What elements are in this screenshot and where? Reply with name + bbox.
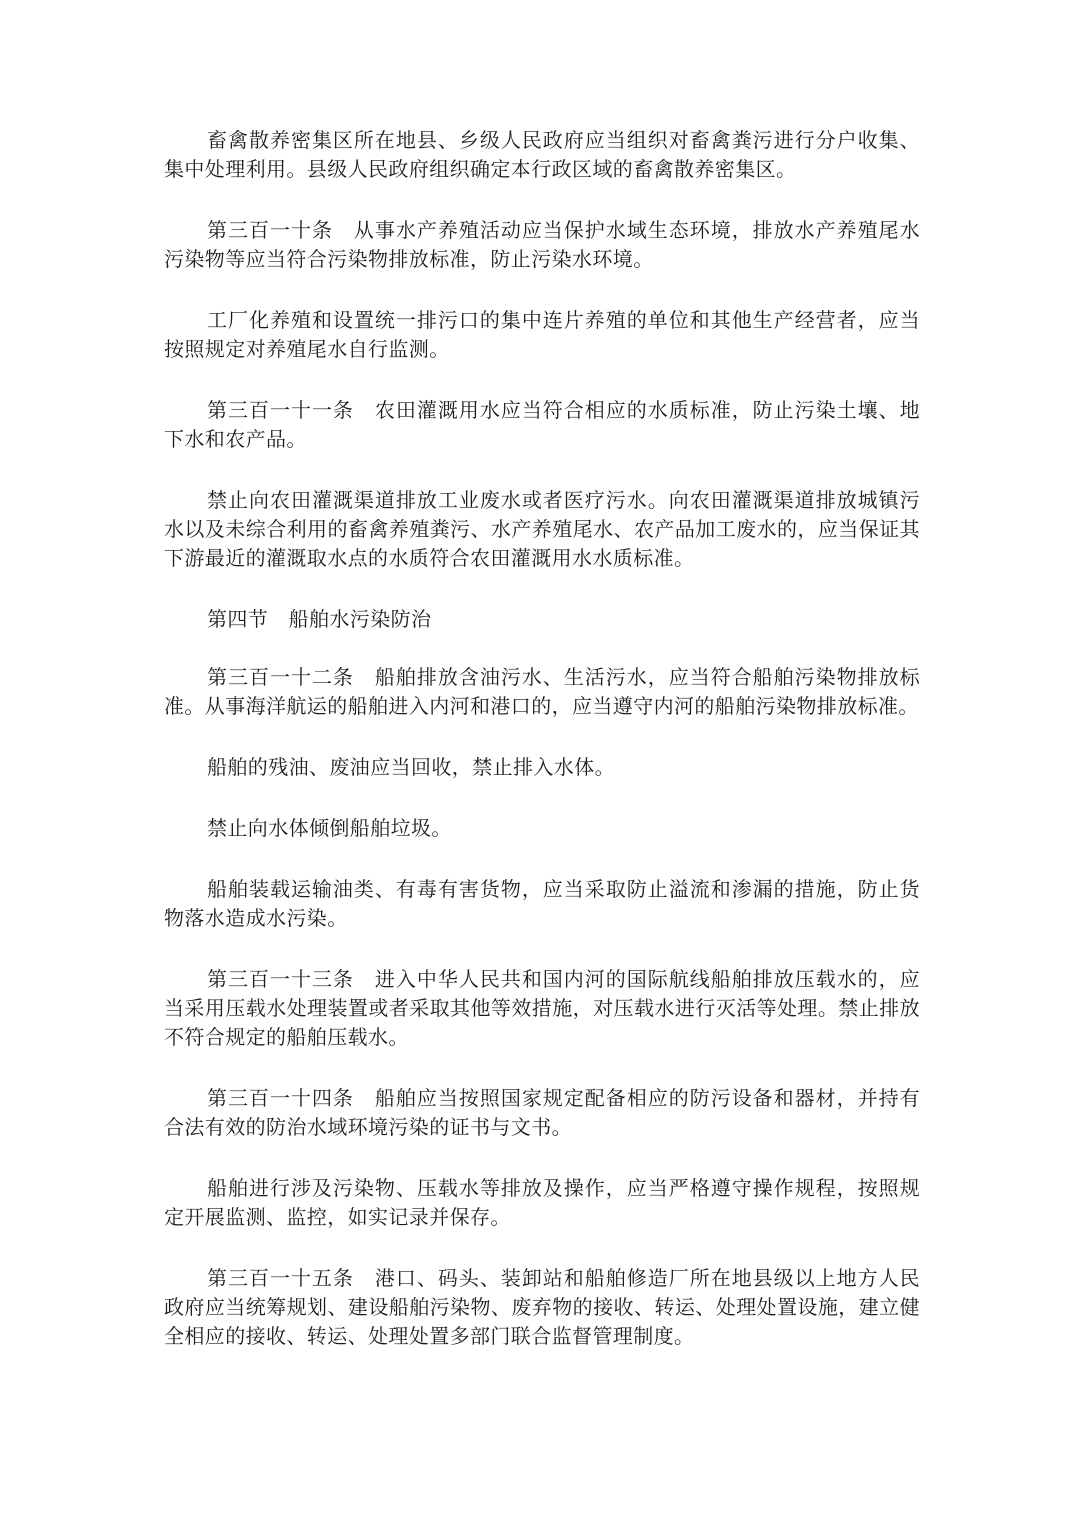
article-312: 第三百一十二条 船舶排放含油污水、生活污水，应当符合船舶污染物排放标准。从事海洋航运的船舶进入内河和港口的，应当遵守内河的船舶污染物排放标准。: [164, 665, 920, 718]
paragraph-discharge-operations: 船舶进行涉及污染物、压载水等排放及操作，应当严格遵守操作规程，按照规定开展监测、监控，如实记录并保存。: [164, 1176, 920, 1229]
article-315: 第三百一十五条 港口、码头、装卸站和船舶修造厂所在地县级以上地方人民政府应当统筹规划、建设船舶污染物、废弃物的接收、转运、处理处置设施，建立健全相应的接收、转运、处理处置多部门联合监督管理制度。: [164, 1266, 920, 1348]
section-heading-ship-pollution: 第四节 船舶水污染防治: [207, 607, 432, 631]
paragraph-hazardous-cargo: 船舶装载运输油类、有毒有害货物，应当采取防止溢流和渗漏的措施，防止货物落水造成水污染。: [164, 877, 920, 930]
paragraph-ship-garbage: 禁止向水体倾倒船舶垃圾。: [207, 816, 452, 840]
article-314: 第三百一十四条 船舶应当按照国家规定配备相应的防污设备和器材，并持有合法有效的防治水域环境污染的证书与文书。: [164, 1086, 920, 1139]
article-313: 第三百一十三条 进入中华人民共和国内河的国际航线船舶排放压载水的，应当采用压载水处理装置或者采取其他等效措施，对压载水进行灭活等处理。禁止排放不符合规定的船舶压载水。: [164, 967, 920, 1049]
paragraph-irrigation-ban: 禁止向农田灌溉渠道排放工业废水或者医疗污水。向农田灌溉渠道排放城镇污水以及未综合利用的畜禽养殖粪污、水产养殖尾水、农产品加工废水的，应当保证其下游最近的灌溉取水点的水质符合农田灌溉用水水质标准。: [164, 488, 920, 570]
document-body: [164, 126, 920, 1383]
paragraph-waste-oil: 船舶的残油、废油应当回收，禁止排入水体。: [207, 755, 615, 779]
paragraph-livestock-collection: 畜禽散养密集区所在地县、乡级人民政府应当组织对畜禽粪污进行分户收集、集中处理利用。县级人民政府组织确定本行政区域的畜禽散养密集区。: [164, 128, 920, 181]
paragraph-factory-aquaculture: 工厂化养殖和设置统一排污口的集中连片养殖的单位和其他生产经营者，应当按照规定对养殖尾水自行监测。: [164, 308, 920, 361]
article-311: 第三百一十一条 农田灌溉用水应当符合相应的水质标准，防止污染土壤、地下水和农产品。: [164, 398, 920, 451]
article-310: 第三百一十条 从事水产养殖活动应当保护水域生态环境，排放水产养殖尾水污染物等应当符合污染物排放标准，防止污染水环境。: [164, 218, 920, 271]
